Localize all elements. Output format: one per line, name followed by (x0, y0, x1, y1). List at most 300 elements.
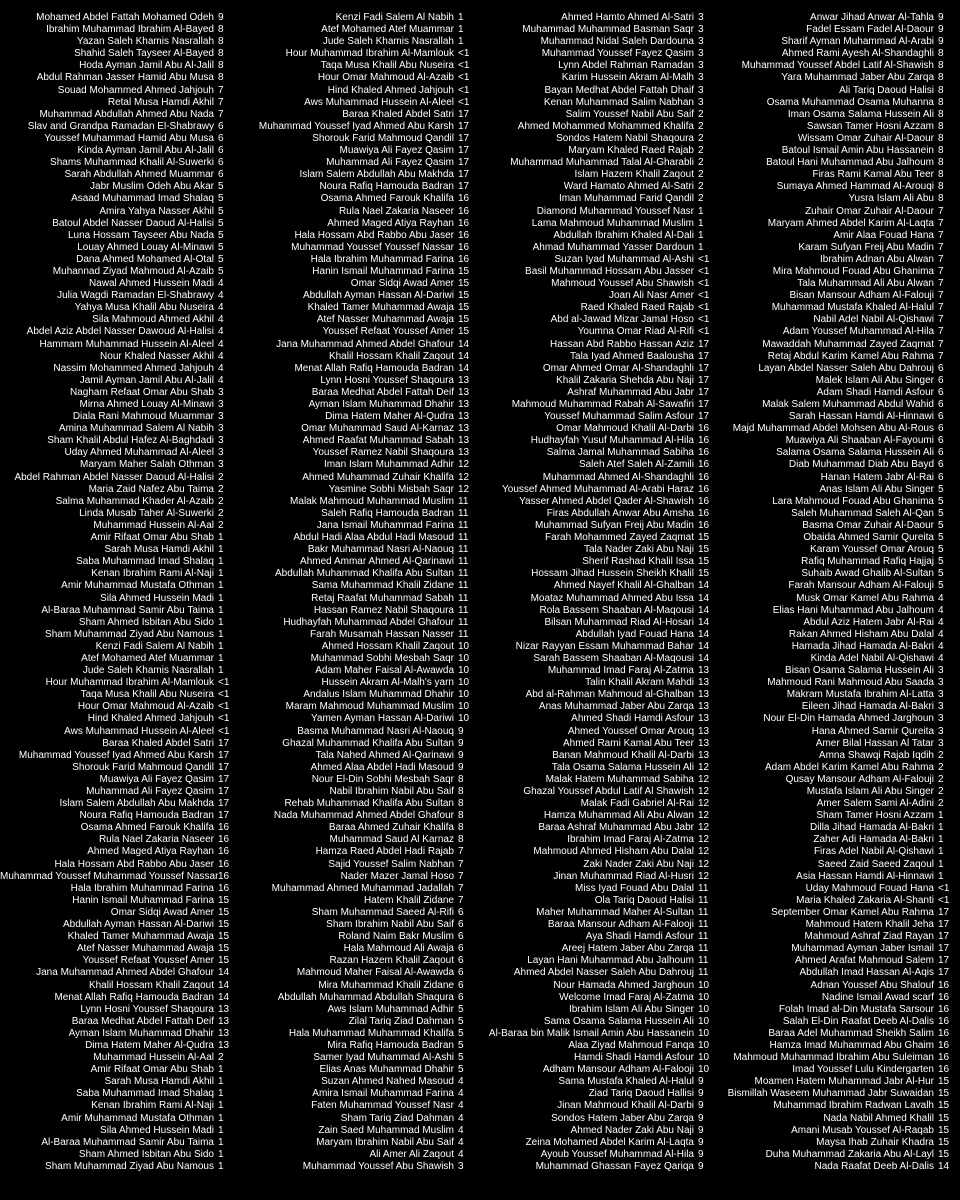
list-item (0, 48, 240, 60)
list-item (480, 992, 720, 1004)
list-item (240, 1028, 480, 1040)
list-item (480, 750, 720, 762)
person-name: Menat Allah Rafiq Hamouda Badran (54, 991, 214, 1003)
list-item (0, 677, 240, 689)
person-name: Rula Nael Zakaria Naseer (338, 205, 454, 217)
person-age: <1 (218, 725, 230, 737)
person-age: 14 (698, 580, 710, 592)
person-age: 9 (938, 36, 944, 48)
list-item (240, 48, 480, 60)
person-age: 5 (458, 1027, 464, 1039)
person-name: Islam Hazem Khalil Zaqout (574, 169, 694, 181)
person-name: Kenan Muhammad Salim Nabhan (543, 96, 694, 108)
person-name: Omar Sidqi Awad Amer (110, 906, 214, 918)
person-name: Youssef Muhammad Salim Asfour (544, 411, 694, 423)
list-item (480, 520, 720, 532)
person-age: 13 (458, 374, 470, 386)
list-item (240, 314, 480, 326)
list-item (720, 1100, 960, 1112)
person-age: 15 (698, 532, 710, 544)
list-item (480, 798, 720, 810)
person-name: Sondos Hatem Nabil Shaqoura (556, 132, 694, 144)
list-item (240, 980, 480, 992)
person-name: Muhannad Ziyad Mahmoud Al-Azaib (52, 265, 214, 277)
person-age: 6 (938, 471, 944, 483)
list-item (240, 967, 480, 979)
list-item (0, 85, 240, 97)
list-item (720, 375, 960, 387)
person-age: 3 (698, 36, 704, 48)
person-name: Sajid Youssef Salim Nabhan (328, 858, 454, 870)
person-name: Yahya Musa Khalil Abu Nuseira (74, 302, 214, 314)
list-item (480, 762, 720, 774)
person-name: Zuhair Omar Zuhair Al-Daour (805, 205, 934, 217)
person-name: Jabr Muslim Odeh Abu Akar (90, 181, 214, 193)
list-item (480, 726, 720, 738)
person-age: 8 (458, 822, 464, 834)
person-name: September Omar Kamel Abu Rahma (771, 906, 934, 918)
person-age: 16 (218, 834, 230, 846)
person-name: Karam Youssef Omar Arouq (810, 544, 934, 556)
person-name: Malak Fadi Gabriel Al-Rai (580, 798, 694, 810)
person-age: 8 (938, 96, 944, 108)
person-age: 16 (938, 1015, 950, 1027)
person-age: 11 (458, 519, 469, 531)
person-age: 4 (458, 1124, 464, 1136)
person-name: Makram Mustafa Ibrahim Al-Latta (786, 689, 934, 701)
list-item (480, 1125, 720, 1137)
person-age: 15 (458, 314, 470, 326)
list-item (480, 834, 720, 846)
person-age: <1 (218, 689, 230, 701)
person-name: Youssef Ramez Nabil Shaqoura (312, 447, 454, 459)
person-age: 17 (218, 737, 230, 749)
list-item (240, 121, 480, 133)
list-item (240, 12, 480, 24)
person-age: 8 (458, 810, 464, 822)
person-name: Muhammad Youssef Iyad Ahmed Abu Karsh (258, 120, 454, 132)
person-name: Hour Omar Mahmoud Al-Azaib (317, 72, 454, 84)
person-name: Zilal Tariq Ziad Dahman (348, 1015, 454, 1027)
person-name: Talin Khalil Akram Mahdi (585, 677, 694, 689)
person-age: 1 (218, 652, 224, 664)
person-age: 1 (218, 665, 224, 677)
person-name: Youssef Ahmed Muhammad Al-Arabi Haraz (502, 483, 694, 495)
list-item (720, 1137, 960, 1149)
list-item (0, 568, 240, 580)
list-item (0, 447, 240, 459)
person-age: 5 (938, 580, 944, 592)
person-name: Baraa Medhat Abdel Fattah Deif (311, 386, 454, 398)
list-item (480, 544, 720, 556)
person-name: Jana Muhammad Ahmed Abdel Ghafour (36, 967, 214, 979)
person-name: Muhammad Hussein Al-Aal (93, 1052, 214, 1064)
list-item (720, 689, 960, 701)
person-name: Adnan Youssef Abu Shalouf (810, 979, 934, 991)
list-item (240, 278, 480, 290)
person-name: Ahmad Muhammad Yasser Dardoun (532, 241, 694, 253)
list-item (0, 109, 240, 121)
person-name: Muawiya Ali Fayez Qasim (339, 145, 454, 157)
person-age: 5 (458, 1039, 464, 1051)
person-age: 2 (938, 773, 944, 785)
list-item (720, 1040, 960, 1052)
list-item (240, 689, 480, 701)
person-name: Layan Abdel Nasser Saleh Abu Dahrouj (758, 362, 934, 374)
person-age: 4 (458, 1112, 464, 1124)
person-name: Mira Mahmoud Fouad Abu Ghanima (772, 265, 934, 277)
person-age: 9 (458, 737, 464, 749)
person-age: 10 (698, 1003, 710, 1015)
list-item (480, 810, 720, 822)
list-item (480, 907, 720, 919)
person-name: Bilsan Muhammad Riad Al-Hosari (544, 616, 694, 628)
person-name: Amir Alaa Fouad Hana (833, 229, 934, 241)
person-age: 12 (698, 798, 710, 810)
person-age: 12 (458, 483, 470, 495)
person-age: 16 (938, 991, 950, 1003)
person-age: 6 (458, 967, 464, 979)
person-name: Sarah Musa Hamdi Akhil (104, 544, 214, 556)
person-name: Muhammad Ali Fayez Qasim (86, 786, 214, 797)
person-name: Retaj Raafat Muhammad Sabah (311, 592, 454, 604)
list-item (720, 967, 960, 979)
list-item (480, 278, 720, 290)
person-age: 2 (938, 761, 944, 773)
person-name: Jamil Ayman Jamil Abu Al-Jalil (79, 374, 214, 386)
person-age: 7 (938, 314, 944, 326)
person-age: 15 (218, 943, 230, 955)
person-name: Mahmoud Rani Mahmoud Abu Saada (767, 677, 934, 689)
person-name: Rafiq Muhammad Rafiq Hajjaj (801, 556, 934, 568)
person-name: Mawaddah Muhammad Zayed Zaqmat (762, 338, 934, 350)
list-item (480, 1028, 720, 1040)
person-name: Shahid Saleh Tayseer Al-Bayed (74, 48, 214, 60)
list-item (480, 109, 720, 121)
person-name: Hamza Raed Abdel Hadi Rajab (315, 846, 454, 858)
list-item (0, 895, 240, 907)
person-age: 8 (938, 60, 944, 72)
person-age: 9 (698, 1148, 704, 1160)
list-item (480, 85, 720, 97)
person-name: Hoda Ayman Jamil Abu Al-Jalil (79, 60, 214, 72)
person-name: Iman Islam Muhammad Adhir (323, 459, 454, 471)
person-age: 12 (698, 786, 710, 797)
list-item (480, 617, 720, 629)
person-age: 2 (698, 169, 704, 181)
person-name: Abdul Rahman Jasser Hamid Abu Musa (36, 72, 214, 84)
person-age: 17 (938, 931, 950, 943)
person-name: Mahmoud Muhammad Ibrahim Abu Suleiman (733, 1052, 934, 1064)
person-name: Abdullah Iyad Fouad Hana (575, 628, 694, 640)
list-item (480, 774, 720, 786)
person-age: 4 (218, 362, 224, 374)
person-age: 5 (458, 1064, 464, 1076)
person-name: Abdullah Ayman Hassan Al-Dariwi (302, 290, 454, 302)
person-name: Amina Muhammad Salem Al Nabih (58, 423, 214, 435)
person-name: Diab Muhammad Diab Abu Bayd (788, 459, 934, 471)
person-name: Ashraf Muhammad Abu Jabr (567, 386, 694, 398)
person-name: Hala Ibrahim Muhammad Farina (70, 882, 214, 894)
person-name: Malek Islam Ali Abu Singer (815, 374, 934, 386)
person-name: Hatem Khalil Zidane (363, 894, 454, 906)
person-age: 1 (938, 858, 944, 870)
person-name: Muhammad Hussein Al-Aal (93, 519, 214, 531)
person-name: Abdel Rahman Abdel Nasser Daoud Al-Halisi (14, 471, 214, 483)
person-age: 16 (698, 471, 710, 483)
list-item (720, 762, 960, 774)
list-item (240, 1125, 480, 1137)
person-name: Adam Abdel Karim Kamel Abu Rahma (765, 761, 934, 773)
list-item (480, 24, 720, 36)
list-item (720, 133, 960, 145)
person-age: 17 (458, 120, 470, 132)
person-name: Sham Muhammad Ziyad Abu Namous (45, 1160, 214, 1172)
person-name: Lynn Hosni Youssef Shaqoura (320, 374, 454, 386)
person-name: Salma Jamal Muhammad Sabiha (546, 447, 694, 459)
person-age: 10 (698, 1015, 710, 1027)
list-item (240, 907, 480, 919)
list-item (240, 653, 480, 665)
list-item (480, 218, 720, 230)
person-age: 7 (938, 241, 944, 253)
person-name: Andalus Islam Muhammad Dhahir (303, 689, 454, 701)
person-age: 5 (218, 265, 224, 277)
person-age: 1 (458, 12, 464, 23)
list-item (0, 314, 240, 326)
list-item (480, 411, 720, 423)
list-item (240, 24, 480, 36)
list-item (240, 762, 480, 774)
list-item (720, 992, 960, 1004)
person-name: Wissam Omar Zuhair Al-Daour (797, 132, 934, 144)
list-item (480, 871, 720, 883)
person-name: Muhammad Ahmed Muhammad Jadallah (271, 882, 454, 894)
list-item (480, 556, 720, 568)
list-item (0, 762, 240, 774)
list-item (0, 955, 240, 967)
person-name: Hudhayfah Muhammad Abdel Ghafour (283, 616, 454, 628)
person-name: Ahmed Rami Kamal Abu Teer (563, 737, 694, 749)
person-name: Malak Salem Muhammad Abdul Wahid (762, 399, 934, 410)
person-name: Sama Muhammad Khalil Zidane (311, 580, 454, 592)
person-age: <1 (698, 314, 710, 326)
person-age: 8 (218, 60, 224, 72)
list-item (720, 387, 960, 399)
list-item (0, 508, 240, 520)
list-item (0, 810, 240, 822)
person-name: Retaj Abdul Karim Kamel Abu Rahma (767, 350, 934, 362)
list-item (480, 351, 720, 363)
list-item (0, 883, 240, 895)
person-name: Hamza Imad Muhammad Abu Ghaim (769, 1039, 934, 1051)
person-age: 4 (938, 604, 944, 616)
person-name: Adam Maher Faisal Al-Awawda (315, 665, 454, 677)
list-item (480, 786, 720, 798)
person-name: Saeed Zaid Saeed Zaqoul (817, 858, 934, 870)
person-age: 3 (938, 701, 944, 713)
person-name: Muhammad Nidal Saleh Dardouna (540, 36, 694, 48)
person-age: 11 (458, 616, 469, 628)
person-name: Hanin Ismail Muhammad Farina (72, 894, 214, 906)
person-name: Malak Mahmoud Muhammad Muslim (290, 495, 454, 507)
person-name: Areej Hatem Jaber Abu Zarqa (561, 943, 694, 955)
person-name: Baraa Ashraf Muhammad Abu Jabr (538, 822, 694, 834)
person-name: Iman Muhammad Farid Qandil (558, 193, 694, 205)
person-age: 7 (938, 229, 944, 241)
list-item (240, 339, 480, 351)
person-age: 13 (698, 701, 710, 713)
person-age: 7 (458, 846, 464, 858)
person-age: 1 (218, 604, 224, 616)
person-name: Ghazal Youssef Abdul Latif Al Shawish (523, 786, 694, 797)
person-age: 9 (698, 1124, 704, 1136)
person-name: Hala Hossam Abd Rabbo Abu Jaser (294, 229, 454, 241)
list-item (720, 738, 960, 750)
person-name: Al-Baraa bin Malik Ismail Amin Abu Hassanein (488, 1027, 694, 1039)
list-item (0, 641, 240, 653)
person-age: 14 (698, 604, 710, 616)
list-item (0, 193, 240, 205)
person-age: 6 (218, 157, 224, 169)
person-age: 1 (938, 822, 944, 834)
person-name: Omar Muhammad Saud Al-Karnaz (301, 423, 454, 435)
person-name: Sarah Abdullah Ahmed Muammar (64, 169, 214, 181)
person-age: <1 (698, 290, 710, 302)
person-name: Hour Omar Mahmoud Al-Azaib (77, 701, 214, 713)
person-age: 17 (698, 362, 710, 374)
person-name: Osama Ahmed Farouk Khalifa (80, 822, 214, 834)
list-item (0, 290, 240, 302)
person-name: Maryam Ibrahim Nabil Abu Saif (316, 1136, 454, 1148)
person-age: 3 (218, 386, 224, 398)
person-age: <1 (458, 72, 470, 84)
list-item (0, 556, 240, 568)
list-item (0, 411, 240, 423)
person-age: <1 (698, 302, 710, 314)
list-item (240, 1100, 480, 1112)
person-name: Abd al-Jawad Mizar Jamal Hoso (550, 314, 694, 326)
person-age: 11 (698, 943, 709, 955)
list-item (240, 508, 480, 520)
list-item (720, 85, 960, 97)
person-name: Moataz Muhammad Ahmed Abu Issa (530, 592, 694, 604)
person-age: 6 (938, 435, 944, 447)
person-age: 4 (458, 1136, 464, 1148)
person-age: 2 (218, 495, 224, 507)
person-age: 11 (458, 568, 469, 580)
person-name: Anas Muhammad Jaber Abu Zarqa (538, 701, 694, 713)
person-age: 9 (458, 749, 464, 761)
person-age: 5 (458, 1052, 464, 1064)
person-name: Eileen Jihad Hamada Al-Bakri (801, 701, 934, 713)
person-age: 8 (938, 48, 944, 60)
person-age: 7 (938, 205, 944, 217)
person-age: 7 (938, 338, 944, 350)
list-item (0, 242, 240, 254)
person-age: 1 (218, 1136, 224, 1148)
person-name: Sondos Hatem Jaber Abu Zarqa (551, 1112, 694, 1124)
list-item (0, 181, 240, 193)
person-age: 17 (938, 943, 950, 955)
person-age: 10 (458, 689, 470, 701)
list-item (720, 883, 960, 895)
list-item (0, 713, 240, 725)
list-item (480, 713, 720, 725)
person-name: Youssef Refaat Youssef Amer (82, 955, 214, 967)
person-age: 5 (938, 519, 944, 531)
person-age: 1 (938, 834, 944, 846)
person-age: 13 (218, 1015, 230, 1027)
list-item (720, 834, 960, 846)
list-item (480, 580, 720, 592)
person-age: 2 (698, 157, 704, 169)
person-age: 17 (938, 906, 950, 918)
list-item (240, 629, 480, 641)
person-age: 6 (458, 979, 464, 991)
person-age: 2 (698, 181, 704, 193)
person-name: Faten Muhammad Youssef Nasr (311, 1100, 454, 1112)
person-age: 3 (938, 689, 944, 701)
list-item (0, 326, 240, 338)
person-name: Ibrahim Imad Faraj Al-Zatma (567, 834, 694, 846)
list-item (720, 556, 960, 568)
person-age: 16 (458, 241, 470, 253)
person-name: Hanan Hatem Jabr Al-Rai (820, 471, 934, 483)
person-name: Sarah Hassan Hamdi Al-Hinnawi (788, 411, 934, 423)
list-item (240, 423, 480, 435)
person-age: 7 (938, 350, 944, 362)
person-age: 11 (458, 532, 469, 544)
person-age: 16 (698, 507, 710, 519)
list-item (0, 580, 240, 592)
person-age: 3 (938, 665, 944, 677)
person-name: Muhammad Youssef Iyad Ahmed Abu Karsh (18, 749, 214, 761)
person-age: 6 (458, 931, 464, 943)
person-age: 1 (218, 1064, 224, 1076)
person-age: 1 (218, 640, 224, 652)
list-item (480, 846, 720, 858)
person-age: 15 (218, 955, 230, 967)
person-name: Bismillah Waseem Muhammad Jabr Suwaidan (727, 1088, 934, 1100)
person-age: 16 (458, 253, 470, 265)
person-age: 17 (218, 786, 230, 797)
person-age: 8 (938, 169, 944, 181)
person-name: Nour El-Din Sobhi Mesbah Saqr (311, 773, 454, 785)
person-age: 5 (218, 253, 224, 265)
person-name: Baraa Khaled Abdel Satri (342, 108, 454, 120)
list-item (480, 459, 720, 471)
list-item (240, 72, 480, 84)
person-name: Nour Khaled Nasser Akhil (100, 350, 214, 362)
list-item (480, 60, 720, 72)
list-item (720, 314, 960, 326)
list-item (480, 254, 720, 266)
list-item (720, 726, 960, 738)
person-age: 7 (938, 278, 944, 290)
person-name: Muhammad Sobhi Mesbah Saqr (310, 652, 454, 664)
person-name: Sarah Musa Hamdi Akhil (104, 1076, 214, 1088)
person-name: Ahmed Nayef Khalil Al-Ghalban (553, 580, 694, 592)
person-name: Atef Nasser Muhammad Awaja (76, 943, 214, 955)
person-name: Taqa Musa Khalil Abu Nuseira (80, 689, 214, 701)
person-name: Ola Tariq Daoud Halisi (594, 894, 694, 906)
person-age: 7 (938, 265, 944, 277)
person-name: Amna Shawqi Rajab Iqdih (818, 749, 934, 761)
list-item (480, 967, 720, 979)
list-item (0, 435, 240, 447)
list-item (720, 242, 960, 254)
